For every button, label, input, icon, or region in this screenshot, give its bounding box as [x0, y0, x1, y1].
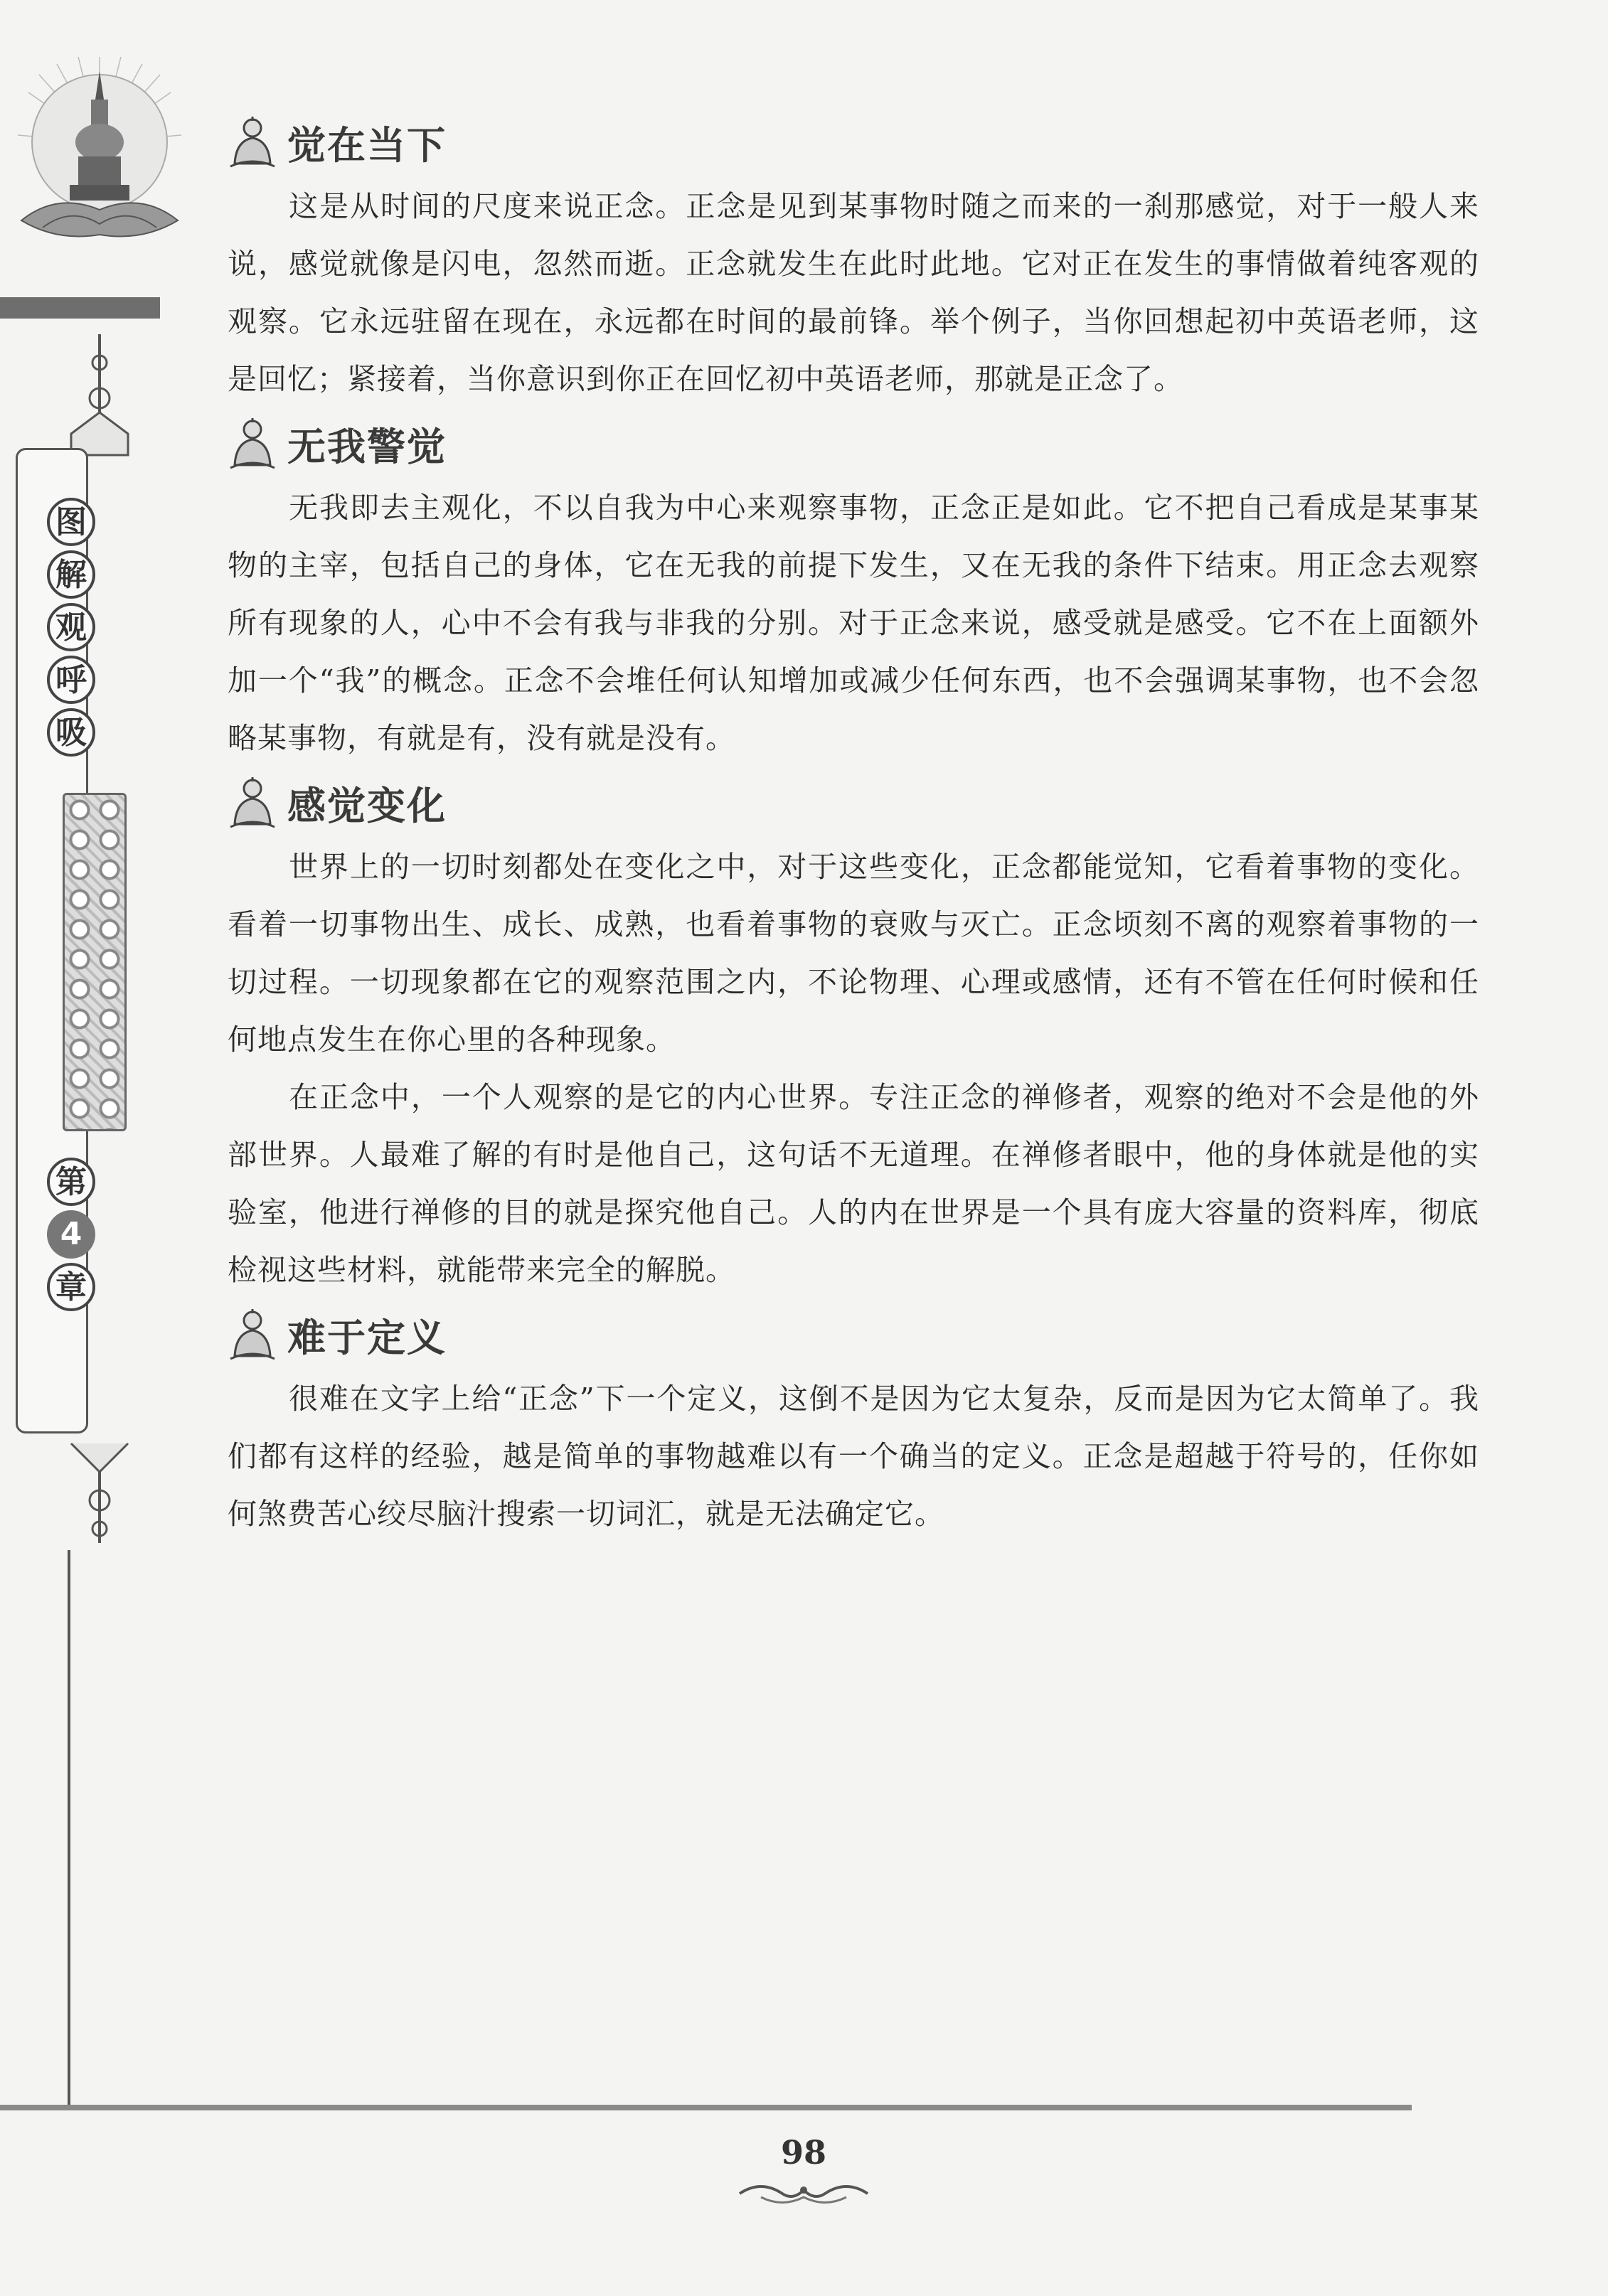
section-awareness-present	[228, 107, 1479, 408]
paragraph: 很难在文字上给“正念”下一个定义，这倒不是因为它太复杂，反而是因为它太简单了。我们都有这样的经验，越是简单的事物越难以有一个确当的定义。正念是超越于符号的，任你如何煞费苦心绞尽脑汁搜索一切词汇，就是无法确定它。	[228, 1382, 1479, 1531]
section-title: 难于定义	[287, 1314, 447, 1360]
page-number: 98	[780, 2133, 826, 2172]
section-heading	[228, 767, 1479, 838]
book-title-char: 呼	[47, 656, 95, 704]
header-bar	[0, 297, 160, 319]
section-title: 觉在当下	[287, 122, 447, 168]
paragraph: 世界上的一切时刻都处在变化之中，对于这些变化，正念都能觉知，它看着事物的变化。看着一切事物出生、成长、成熟，也看着事物的衰败与灭亡。正念顷刻不离的观察着事物的一切过程。一切现象都在它的观察范围之内，不论物理、心理或感情，还有不管在任何时候和任何地点发生在你心里的各种现象。	[228, 850, 1479, 1057]
chapter-suffix: 章	[47, 1263, 95, 1311]
section-heading	[228, 408, 1479, 479]
book-title-vertical	[47, 498, 104, 761]
book-title-char: 解	[47, 550, 95, 599]
paragraph: 这是从时间的尺度来说正念。正念是见到某事物时随之而来的一刹那感觉，对于一般人来说，感觉就像是闪电，忽然而逝。正念就发生在此时此地。它对正在发生的事情做着纯客观的观察。它永远驻留在现在，永远都在时间的最前锋。举个例子，当你回想起初中英语老师，这是回忆；紧接着，当你意识到你正在回忆初中英语老师，那就是正念了。	[228, 189, 1479, 396]
book-title-char: 观	[47, 603, 95, 651]
meditating-monk-icon	[228, 774, 277, 831]
meditating-monk-icon	[228, 415, 277, 472]
chapter-marker	[47, 1158, 104, 1315]
book-title-char: 图	[47, 498, 95, 546]
main-content	[228, 107, 1479, 1543]
footer-scroll-ornament	[733, 2176, 875, 2211]
paragraph: 无我即去主观化，不以自我为中心来观察事物，正念正是如此。它不把自己看成是某事某物的主宰，包括自己的身体，它在无我的前提下发生，又在无我的条件下结束。用正念去观察所有现象的人，心中不会有我与非我的分别。对于正念来说，感受就是感受。它不在上面额外加一个“我”的概念。正念不会堆任何认知增加或减少任何东西，也不会强调某事物，也不会忽略某事物，有就是有，没有就是没有。	[228, 491, 1479, 755]
chapter-prefix: 第	[47, 1158, 95, 1206]
stupa-lotus-emblem	[14, 57, 185, 284]
section-heading	[228, 107, 1479, 178]
book-title-char: 吸	[47, 708, 95, 757]
section-title: 无我警觉	[287, 423, 447, 469]
section-selfless-alertness	[228, 408, 1479, 767]
chapter-number: 4	[47, 1210, 95, 1259]
section-sensing-change	[228, 767, 1479, 1299]
paragraph: 在正念中，一个人观察的是它的内心世界。专注正念的禅修者，观察的绝对不会是他的外部世界。人最难了解的有时是他自己，这句话不无道理。在禅修者眼中，他的身体就是他的实验室，他进行禅修的目的就是探究他自己。人的内在世界是一个具有庞大容量的资料库，彻底检视这些材料，就能带来完全的解脱。	[228, 1080, 1479, 1287]
sidebar-rule	[68, 1550, 70, 2105]
meditating-monk-icon	[228, 114, 277, 171]
meditating-monk-icon	[228, 1306, 277, 1363]
section-hard-to-define	[228, 1299, 1479, 1543]
sidebar-pattern-panel	[63, 793, 127, 1131]
footer-rule	[0, 2105, 1412, 2110]
section-title: 感觉变化	[287, 782, 447, 828]
section-heading	[228, 1299, 1479, 1370]
